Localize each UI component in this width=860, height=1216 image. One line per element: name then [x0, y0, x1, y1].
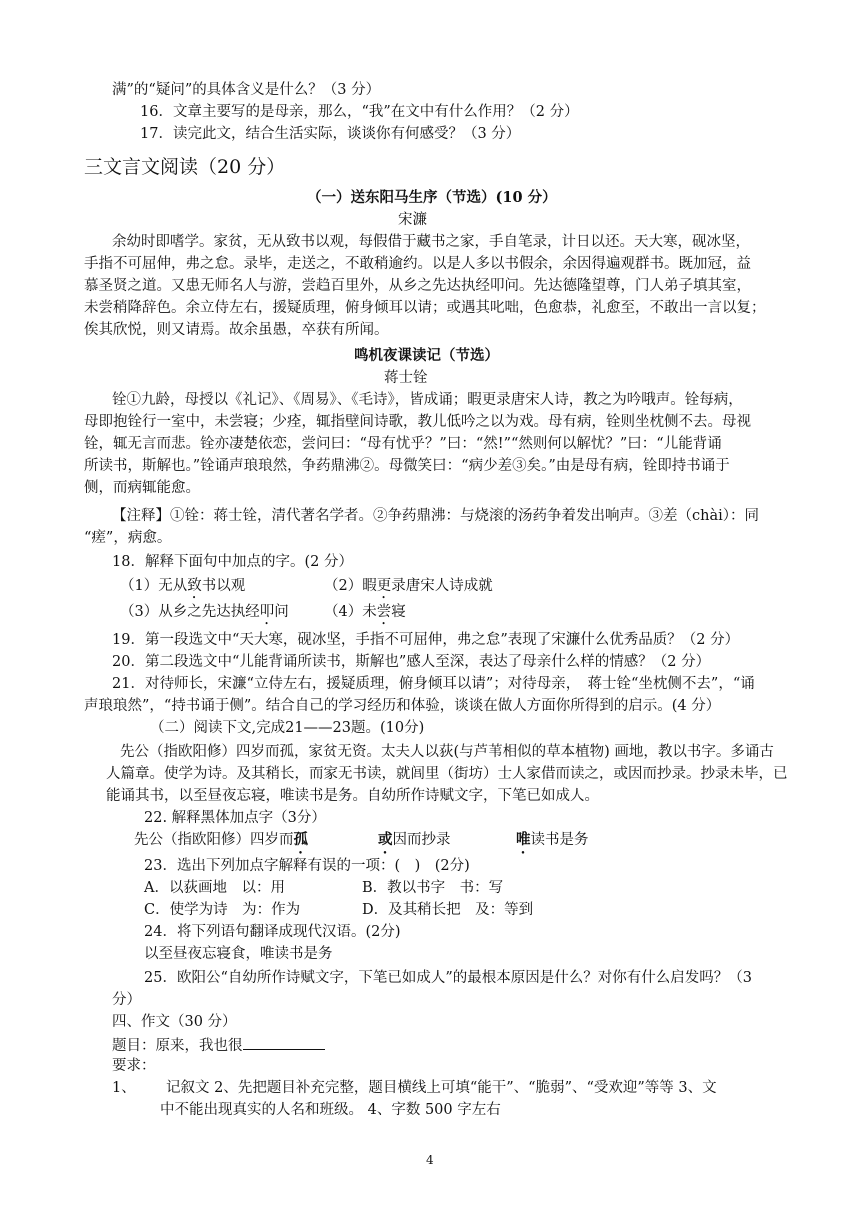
- question-25-cont: 分）: [112, 992, 141, 1008]
- question-21: 21．对待师长，宋濂“立侍左右，援疑质理，俯身倾耳以请”；对待母亲， 蒋士铨“坐枕侧不去”，“诵: [112, 676, 755, 692]
- q15-tail: 满”的“疑问”的具体含义是什么？（3 分）: [112, 82, 381, 98]
- question-19: 19．第一段选文中“天大寒，砚冰坚，手指不可屈伸，弗之怠”表现了宋濂什么优秀品质？（2 分）: [112, 632, 740, 648]
- text2-line: 铨，辄无言而悲。铨亦凄楚依恋，尝问曰：“母有忧乎？”曰：“然!”“然则何以解忧？”曰：“儿能背诵: [84, 436, 722, 452]
- part2-text-line: 能诵其书，以至昼夜忘寝，唯读书是务。自幼所作诗赋文字，下笔已如成人。: [106, 788, 599, 804]
- text1-line: 手指不可屈伸，弗之怠。录毕，走送之，不敢稍逾约。以是人多以书假余，余因得遍观群书。既加冠，益: [84, 256, 751, 272]
- text2-line: 铨①九龄，母授以《礼记》、《周易》、《毛诗》，皆成诵；暇更录唐宋人诗，教之为吟哦声。铨每病，: [112, 392, 743, 408]
- requirements-label: 要求：: [112, 1058, 156, 1074]
- q23-option-d: D．及其稍长把 及：等到: [362, 902, 534, 918]
- text1-line: 慕圣贤之道。又患无师名人与游，尝趋百里外，从乡之先达执经叩问。先达德隆望尊，门人弟子填其室，: [84, 278, 751, 294]
- q18-item-1: （1）无从致书以观: [120, 578, 246, 594]
- q22-item-2: 或因而抄录: [378, 831, 451, 848]
- q22-item-1: 先公（指欧阳修）四岁而孤: [134, 831, 308, 848]
- dotted-char: 唯: [516, 831, 531, 848]
- q23-option-c: C．使学为诗 为：作为: [144, 902, 301, 918]
- q18-item-4: （4）未尝寝: [324, 604, 406, 620]
- title-blank: [243, 1034, 325, 1050]
- question-25: 25．欧阳公“自幼所作诗赋文字，下笔已如成人”的最根本原因是什么？对你有什么启发吗？（3: [144, 970, 752, 986]
- requirement-line: 记叙文 2、先把题目补充完整，题目横线上可填“能干”、“脆弱”、“受欢迎”等等 3、文: [166, 1080, 717, 1096]
- annotation-line: 【注释】①铨：蒋士铨，清代著名学者。②争药鼎沸：与烧滚的汤药争着发出响声。③差（chài）：同: [112, 508, 759, 524]
- dotted-char: 更: [376, 578, 392, 594]
- q18-item-2: （2）暇更录唐宋人诗成就: [324, 578, 493, 594]
- question-20: 20．第二段选文中“儿能背诵所读书，斯解也”感人至深，表达了母亲什么样的情感？（2 分）: [112, 654, 711, 670]
- text1-line: 俟其欣悦，则又请焉。故余虽愚，卒获有所闻。: [84, 322, 389, 338]
- text1-author: 宋濂: [398, 212, 427, 228]
- part2-text-line: 先公（指欧阳修）四岁而孤，家贫无资。太夫人以荻(与芦苇相似的草本植物) 画地，教以书字。多诵古: [120, 744, 774, 760]
- text1-line: 余幼时即嗜学。家贫，无从致书以观，每假借于藏书之家，手自笔录，计日以还。天大寒，砚冰坚，: [112, 234, 750, 250]
- part4-title: 四、作文（30 分）: [112, 1014, 237, 1030]
- text2-author: 蒋士铨: [384, 370, 428, 386]
- section-3-title: 三文言文阅读（20 分）: [84, 156, 286, 178]
- dotted-char: 致: [187, 578, 202, 594]
- text1-line: 未尝稍降辞色。余立侍左右，援疑质理，俯身倾耳以请；或遇其叱咄，色愈恭，礼愈至，不敢出一言以复；: [84, 300, 766, 316]
- part2-text-line: 人篇章。使学为诗。及其稍长，而家无书读，就闾里（街坊）士人家借而读之，或因而抄录。抄录未毕，已: [106, 766, 788, 782]
- annotation-line: “瘥”，病愈。: [84, 530, 172, 546]
- text2-line: 母即抱铨行一室中，未尝寝；少痊，辄指壁间诗歌，教儿低吟之以为戏。母有病，铨则坐枕侧不去。母视: [84, 414, 751, 430]
- question-21-cont: 声琅琅然”，“持书诵于侧”。结合自己的学习经历和体验，谈谈在做人方面你所得到的启示。(4 分）: [84, 698, 721, 714]
- requirement-number: 1、: [112, 1080, 136, 1096]
- dotted-char: 尝: [376, 604, 392, 620]
- text2-line: 所读书，斯解也。”铨诵声琅琅然，争药鼎沸②。母微笑曰：“病少差③矣。”由是母有病，铨即持书诵于: [84, 458, 730, 474]
- requirement-line: 中不能出现真实的人名和班级。 4、字数 500 字左右: [160, 1102, 501, 1118]
- dotted-char: 或: [378, 831, 393, 848]
- question-24-stem: 24．将下列语句翻译成现代汉语。(2分): [144, 924, 401, 940]
- text2-line: 侧，而病辄能愈。: [84, 480, 200, 496]
- dotted-char: 叩: [259, 604, 275, 620]
- q23-option-b: B．教以书字 书：写: [362, 880, 504, 896]
- q22-item-3: 唯读书是务: [516, 831, 589, 848]
- q23-option-a: A．以荻画地 以：用: [144, 880, 285, 896]
- text2-title: 鸣机夜课读记（节选）: [354, 347, 499, 364]
- question-17: 17．读完此文，结合生活实际，谈谈你有何感受？（3 分）: [140, 126, 521, 142]
- page-number: 4: [426, 1153, 434, 1167]
- dotted-char: 孤: [293, 831, 308, 848]
- part2-title: （二）阅读下文,完成21——23题。(10分): [150, 720, 425, 736]
- q24-sentence: 以至昼夜忘寝食，唯读书是务: [144, 946, 333, 962]
- question-16: 16．文章主要写的是母亲，那么，“我”在文中有什么作用？（2 分）: [140, 104, 579, 120]
- question-22-stem: 22. 解释黑体加点字（3分）: [144, 810, 326, 826]
- text1-title: （一）送东阳马生序（节选）(10 分）: [307, 189, 557, 206]
- essay-prompt: 题目：原来，我也很: [112, 1034, 325, 1056]
- question-23-stem: 23．选出下列加点字解释有误的一项：( ) (2分): [144, 858, 470, 874]
- question-18-stem: 18．解释下面句中加点的字。(2 分）: [112, 554, 353, 570]
- q18-item-3: （3）从乡之先达执经叩问: [120, 604, 289, 620]
